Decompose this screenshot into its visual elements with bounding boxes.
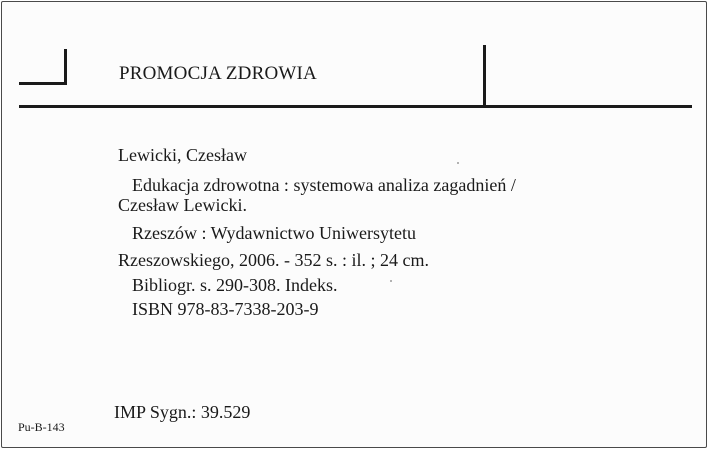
heading-rule xyxy=(19,105,692,108)
corner-bracket-horizontal xyxy=(19,82,67,85)
author-line: Lewicki, Czesław xyxy=(118,145,247,165)
title-line-2: Czesław Lewicki. xyxy=(118,195,247,215)
imprint-line-2: Rzeszowskiego, 2006. - 352 s. : il. ; 24 cm. xyxy=(118,250,429,270)
corner-bracket-vertical xyxy=(64,49,67,85)
imprint-line-1: Rzeszów : Wydawnictwo Uniwersytetu xyxy=(132,223,417,243)
notes-line: Bibliogr. s. 290-308. Indeks. xyxy=(132,275,338,295)
scan-speck xyxy=(457,162,459,164)
heading-separator xyxy=(483,45,486,107)
subject-heading: PROMOCJA ZDROWIA xyxy=(119,63,317,84)
catalog-card xyxy=(1,1,707,448)
scan-speck xyxy=(390,280,392,282)
isbn-line: ISBN 978-83-7338-203-9 xyxy=(132,299,319,319)
title-line-1: Edukacja zdrowotna : systemowa analiza zagadnień / xyxy=(132,175,516,195)
card-code: Pu-B-143 xyxy=(18,420,65,434)
call-number: IMP Sygn.: 39.529 xyxy=(114,402,251,422)
